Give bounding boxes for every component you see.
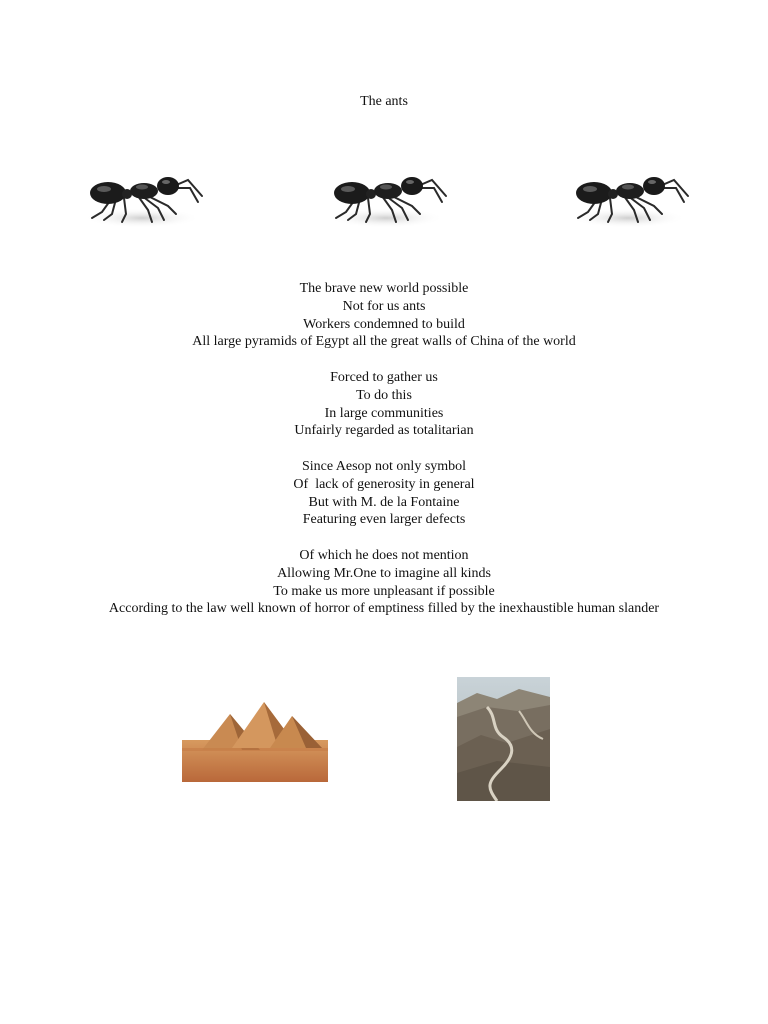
pyramids-image — [182, 700, 328, 782]
poem-line: Allowing Mr.One to imagine all kinds — [277, 565, 491, 581]
ant-image-1 — [82, 168, 210, 234]
poem-body — [0, 280, 768, 636]
poem-line: Of lack of generosity in general — [293, 476, 475, 492]
poem-line: In large communities — [324, 405, 444, 421]
great-wall-icon — [457, 677, 550, 801]
stanza-1 — [0, 280, 768, 351]
poem-line: All large pyramids of Egypt all the great walls of China of the world — [192, 334, 576, 350]
stanza-4 — [0, 547, 768, 618]
ant-icon — [82, 168, 210, 234]
poem-line: According to the law well known of horror of emptiness filled by the inexhaustible human slander — [108, 601, 660, 617]
poem-line: Forced to gather us — [330, 369, 438, 385]
pyramids-icon — [182, 700, 328, 782]
stanza-3 — [0, 458, 768, 529]
ant-image-3 — [568, 168, 696, 234]
poem-title: The ants — [360, 94, 408, 109]
poem-line: The brave new world possible — [299, 281, 469, 296]
poem-line: Featuring even larger defects — [302, 512, 466, 528]
stanza-2 — [0, 369, 768, 440]
poem-line: To do this — [356, 387, 412, 403]
poem-line: Not for us ants — [342, 298, 426, 314]
ant-icon — [568, 168, 696, 234]
poem-line: Of which he does not mention — [299, 547, 469, 563]
poem-line: To make us more unpleasant if possible — [273, 583, 495, 599]
ant-image-2 — [326, 168, 454, 234]
poem-line: Since Aesop not only symbol — [301, 458, 467, 474]
poem-line: Unfairly regarded as totalitarian — [294, 423, 474, 439]
great-wall-image — [457, 677, 550, 801]
ant-icon — [326, 168, 454, 234]
poem-line: But with M. de la Fontaine — [308, 494, 460, 510]
poem-line: Workers condemned to build — [303, 316, 465, 332]
